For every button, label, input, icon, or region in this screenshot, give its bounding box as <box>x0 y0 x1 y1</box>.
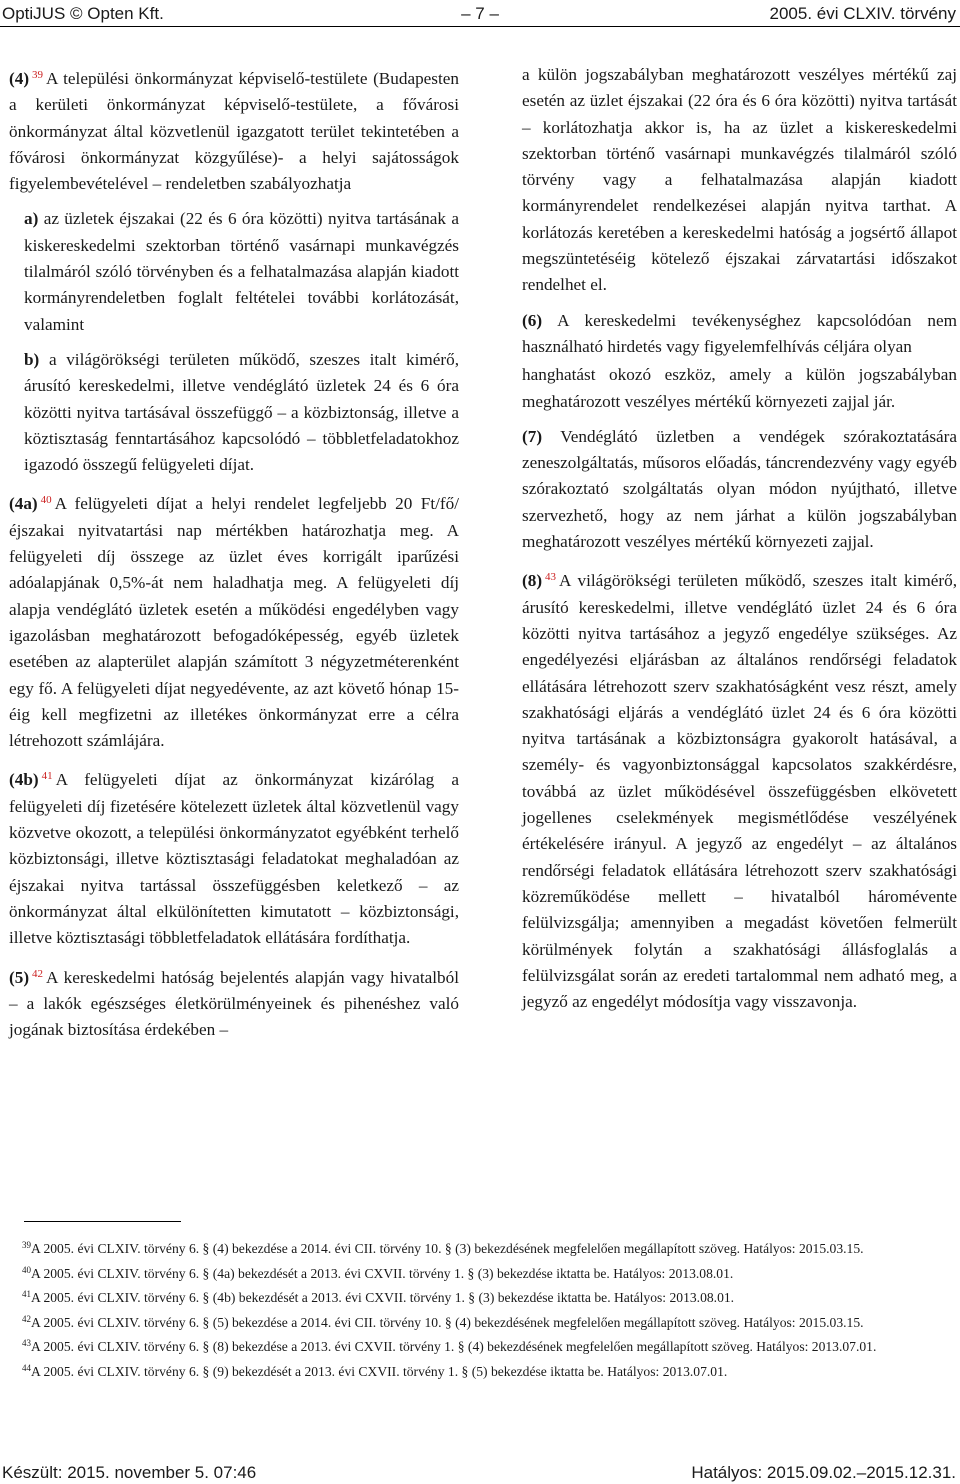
footnote-number: 39 <box>22 1240 31 1250</box>
page-header <box>0 0 960 26</box>
footnote-number: 42 <box>22 1313 31 1324</box>
item-label: b) <box>24 349 40 369</box>
footnotes <box>2 1236 958 1383</box>
footnote-number: 43 <box>22 1338 31 1348</box>
footnote-number: 40 <box>22 1264 31 1275</box>
paragraph-number: (4a) <box>9 494 38 514</box>
footnote-ref-43[interactable]: 43 <box>545 571 557 584</box>
paragraph-text: A kereskedelmi hatóság bejelentés alapján vagy hivatalból – a lakók egészséges életkörülményeinek és pihenéshez való jogának biztosítása érdekében – <box>9 967 459 1040</box>
paragraph-6 <box>522 308 957 361</box>
paragraph-text: A felügyeleti díjat az önkormányzat kizárólag a felügyeleti díj fizetésére kötelezett üzletek által közvetlenül vagy közvetve okozott, a települési önkormányzatot egyébként terhelő közbiztonsági, illetve köztisztasági feladatokat meghaladóan az éjszakai nyitva tartással összefüggésben keletkező – az önkormányzat által elkülönítetten kimutatott – közbiztonsági, illetve köztisztasági többletfeladatok ellátására fordíthatja. <box>9 770 459 948</box>
footnote-40 <box>2 1261 958 1284</box>
paragraph-7 <box>522 424 957 555</box>
footnote-39 <box>2 1236 958 1259</box>
footnote-43 <box>2 1334 958 1357</box>
paragraph-text: A felügyeleti díjat a helyi rendelet legfeljebb 20 Ft/fő/éjszakai nyitvatartási nap mértékben határozhatja meg. A felügyeleti díj összege az üzlet éves korrigált iparűzési adóalapjának 0,5%-át nem haladhatja meg. A felügyeleti díj alapja vendéglátó üzletek esetén a működési engedélyben vagy igazolásban meghatározott befogadóképesség, egyéb üzletek esetében az alapterület alapján számított 3 négyzetméterenként egy fő. A felügyeleti díjat negyedévente, az azt követő hónap 15-éig kell megfizetni az illetékes önkormányzat erre a célra létrehozott számlájára. <box>9 494 459 751</box>
paragraph-number: (6) <box>522 310 543 330</box>
right-column <box>522 62 957 1024</box>
item-text: az üzletek éjszakai (22 és 6 óra közötti) nyitva tartásának a kiskereskedelmi szektorban történő vasárnapi munkavégzés tilalmáról szóló törvényben és a felhatalmazása alapján kiadott kormányrendeletben foglalt feltételei további korlátozását, valamint <box>24 209 459 334</box>
left-column <box>9 62 459 1052</box>
page-number: – 7 – <box>461 4 499 23</box>
paragraph-4b <box>9 763 459 951</box>
page-footer <box>0 1463 960 1484</box>
paragraph-number: (5) <box>9 967 30 987</box>
header-divider <box>0 26 960 27</box>
footnote-text: A 2005. évi CLXIV. törvény 6. § (4a) bekezdését a 2013. évi CXVII. törvény 1. § (3) bekezdése iktatta be. Hatályos: 2013.08.01. <box>31 1265 734 1281</box>
paragraph-text: A kereskedelmi tevékenységhez kapcsolódóan nem használható hirdetés vagy figyelemfelhívás céljára olyan <box>522 310 957 356</box>
paragraph-number: (4b) <box>9 770 39 790</box>
paragraph-5 <box>9 961 459 1044</box>
paragraph-4 <box>9 62 459 197</box>
footnote-divider <box>24 1221 181 1222</box>
paragraph-text: A települési önkormányzat képviselő-testülete (Budapesten a kerületi önkormányzat képviselő-testülete, a fővárosi önkormányzat által közvetlenül igazgatott terület tekintetében a fővárosi önkormányzat közgyűlése)- a helyi sajátosságok figyelembevételével – rendeletben szabályozhatja <box>9 69 459 194</box>
footnote-44 <box>2 1359 958 1382</box>
publisher-label: OptiJUS © Opten Kft. <box>2 4 164 23</box>
footnote-text: A 2005. évi CLXIV. törvény 6. § (8) bekezdése a 2013. évi CXVII. törvény 1. § (4) bekezdésének megfelelően megállapított szöveg. Hatályos: 2013.07.01. <box>31 1339 877 1354</box>
footnote-ref-40[interactable]: 40 <box>40 494 52 507</box>
paragraph-4-b <box>9 347 459 478</box>
law-title: 2005. évi CLXIV. törvény <box>769 4 956 23</box>
validity-period: Hatályos: 2015.09.02.–2015.12.31. <box>691 1463 956 1482</box>
paragraph-text: A világörökségi területen működő, szeszes italt kimérő, árusító kereskedelmi, illetve vendéglátó üzlet 24 és 6 óra közötti nyitva tartásához a jegyző engedélye szükséges. Az engedélyezési eljárásban az általános rendőrségi feladatok ellátására létrehozott szerv szakhatóságként vesz részt, amely szakhatósági eljárás a vendéglátó üzlet 24 és 6 óra közötti nyitva tartásának a közbiztonságra gyakorolt hatásával, a személy- és vagyonbiztonsággal kapcsolatos szakkérdésre, továbbá az üzlet működésével összefüggésben elkövetett jogellenes cselekmények megismétlődése veszélyének értékelésére irányul. A jegyző az engedélyt – az általános rendőrségi feladatok ellátására létrehozott szerv szakhatósági közreműködése mellett – hivatalból háromévente felülvizsgálja; amennyiben a megadást követően felmerült körülmények folytán a szakhatósági állásfoglalás a felülvizsgálat során az eredeti tartalommal nem adható meg, a jegyző az engedélyt módosítja vagy visszavonja. <box>522 571 957 1012</box>
paragraph-text: Vendéglátó üzletben a vendégek szórakoztatására zeneszolgáltatás, műsoros előadás, táncrendezvény vagy egyéb szórakoztató szolgáltatás olyan módon nyújtható, illetve szervezhető, hogy az nem járhat a külön jogszabályban meghatározott veszélyes mértékű környezeti zajjal. <box>522 426 957 552</box>
footnote-41 <box>2 1285 958 1308</box>
paragraph-4-a <box>9 206 459 337</box>
footnote-text: A 2005. évi CLXIV. törvény 6. § (4) bekezdése a 2014. évi CII. törvény 10. § (3) bekezdésének megfelelően megállapított szöveg. Hatályos: 2015.03.15. <box>31 1241 864 1256</box>
footnote-text: A 2005. évi CLXIV. törvény 6. § (4b) bekezdését a 2013. évi CXVII. törvény 1. § (3) bekezdése iktatta be. Hatályos: 2013.08.01. <box>31 1290 735 1305</box>
footnote-text: A 2005. évi CLXIV. törvény 6. § (5) bekezdése a 2014. évi CII. törvény 10. § (4) bekezdésének megfelelően megállapított szöveg. Hatályos: 2015.03.15. <box>31 1314 864 1330</box>
paragraph-number: (7) <box>522 426 543 446</box>
footnote-number: 44 <box>22 1362 31 1373</box>
footnote-ref-42[interactable]: 42 <box>32 967 44 980</box>
paragraph-6-continued: hanghatást okozó eszköz, amely a külön jogszabályban meghatározott veszélyes mértékű környezeti zajjal jár. <box>522 365 957 411</box>
footnote-text: A 2005. évi CLXIV. törvény 6. § (9) bekezdését a 2013. évi CXVII. törvény 1. § (5) bekezdése iktatta be. Hatályos: 2013.07.01. <box>31 1363 728 1379</box>
footnote-ref-39[interactable]: 39 <box>32 69 44 81</box>
paragraph-number: (8) <box>522 571 543 591</box>
paragraph-8 <box>522 564 957 1015</box>
item-label: a) <box>24 209 39 229</box>
paragraph-4a <box>9 487 459 754</box>
created-timestamp: Készült: 2015. november 5. 07:46 <box>2 1463 257 1482</box>
footnote-ref-41[interactable]: 41 <box>41 770 53 783</box>
footnote-number: 41 <box>22 1289 31 1299</box>
item-text: a világörökségi területen működő, szeszes italt kimérő, árusító kereskedelmi, illetve vendéglátó üzletek 24 és 6 óra közötti nyitva tartásával összefüggő – a közbiztonság, illetve a köztisztaság fenntartásához kapcsolódó – többletfeladatokhoz igazodó összegű felügyeleti díjat. <box>24 349 459 475</box>
paragraph-5-continued: a külön jogszabályban meghatározott veszélyes mértékű zaj esetén az üzlet éjszakai (22 óra és 6 óra közötti) nyitva tartását – korlátozhatja akkor is, ha az üzlet a kiskereskedelmi szektorban történő vasárnapi munkavégzés tilalmáról szóló törvény vagy a felhatalmazása alapján kiadott kormányrendelet rendelkezései alapján nyitva tarthat. A korlátozás keretében a kereskedelmi hatóság a jogsértő állapot megszüntetéséig kötelező éjszakai zárvatartási időszakot rendelhet el. <box>522 65 957 295</box>
footnote-42 <box>2 1310 958 1333</box>
paragraph-number: (4) <box>9 69 30 88</box>
